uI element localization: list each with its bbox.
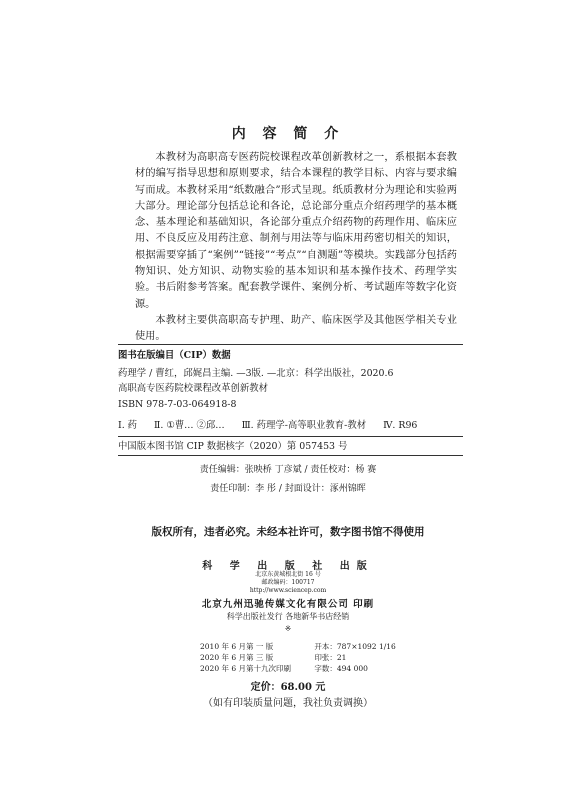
cip-class-item: Ⅳ. R96 <box>383 419 418 431</box>
cip-data-block <box>118 348 463 433</box>
intro-paragraph-1: 本教材为高职高专医药院校课程改革创新教材之一，系根据本套教材的编写指导思想和原则要求，结合本课程的教学目标、内容与要求编写而成。本教材采用“纸数融合”形式呈现。纸质教材分为理论和实验两大部分。理论部分包括总论和各论，总论部分重点介绍药理学的基本概念、基本理论和基础知识，各论部分重点介绍药物的药理作用、临床应用、不良反应及用药注意、制剂与用法等与临床用药密切相关的知识，根据需要穿插了“案例”“链接”“考点”“自测题”等模块。实践部分包括药物知识、处方知识、动物实验的基本知识和基本操作技术、药理学实验。书后附参考答案。配套教学课件、案例分析、考试题库等数字化资源。 <box>135 152 457 310</box>
edition-row-2 <box>200 652 400 663</box>
edition-date: 2020 年 6 月第 三 版 <box>200 653 274 662</box>
cip-class-item: Ⅱ. ①曹… ②邱… <box>154 419 225 431</box>
copyright-notice: 版权所有，违者必究。未经本社许可，数字图书馆不得使用 <box>151 526 425 538</box>
cip-record-block <box>118 439 463 454</box>
intro-title: 内 容 简 介 <box>231 126 345 142</box>
staff-line-2: 责任印制：李 彤 / 封面设计：涿州锦晖 <box>210 484 366 494</box>
edition-spec: 开本：787×1092 1/16 <box>314 642 396 651</box>
cip-record-number: 中国版本图书馆 CIP 数据核字（2020）第 057453 号 <box>118 441 348 452</box>
publisher-postcode: 邮政编码：100717 <box>261 579 315 586</box>
cip-bottom-rule <box>118 455 463 456</box>
cip-isbn: ISBN 978-7-03-064918-8 <box>118 398 237 410</box>
staff-line-1: 责任编辑：张映桥 丁彦斌 / 责任校对：杨 赛 <box>199 465 377 475</box>
edition-spec: 印张：21 <box>314 653 347 662</box>
publisher-name: 科 学 出 版 社 出版 <box>202 561 374 572</box>
ornament-mark: ※ <box>284 624 292 633</box>
cip-heading: 图书在版编目（CIP）数据 <box>118 350 231 361</box>
edition-date: 2010 年 6 月第 一 版 <box>200 642 274 651</box>
publisher-website: http://www.sciencep.com <box>249 587 327 594</box>
intro-paragraph-2: 本教材主要供高职高专护理、助产、临床医学及其他医学相关专业使用。 <box>135 314 457 343</box>
price-label: 定价：68.00 元 <box>250 682 326 693</box>
intro-text <box>135 150 457 346</box>
edition-spec: 字数：494 000 <box>314 664 368 673</box>
publisher-address: 北京东黄城根北街 16 号 <box>255 571 321 578</box>
cip-line-1: 药理学 / 曹红，邱娓昌主编. —3版. —北京：科学出版社，2020.6 <box>118 368 394 380</box>
quality-notice: （如有印装质量问题，我社负责调换） <box>203 698 373 709</box>
cip-classification <box>118 418 463 433</box>
cip-mid-rule <box>118 436 463 437</box>
cip-class-item: Ⅲ. 药理学-高等职业教育-教材 <box>241 419 367 431</box>
printer-name: 北京九州迅驰传媒文化有限公司 印刷 <box>201 599 375 610</box>
edition-row-1 <box>200 641 400 652</box>
distributor-line: 科学出版社发行 各地新华书店经销 <box>226 612 350 621</box>
edition-date: 2020 年 6 月第十九次印刷 <box>200 664 292 673</box>
cip-line-2: 高职高专医药院校课程改革创新教材 <box>118 383 269 395</box>
cip-top-rule <box>118 344 463 345</box>
edition-row-3 <box>200 663 400 674</box>
cip-class-item: Ⅰ. 药 <box>118 419 138 431</box>
